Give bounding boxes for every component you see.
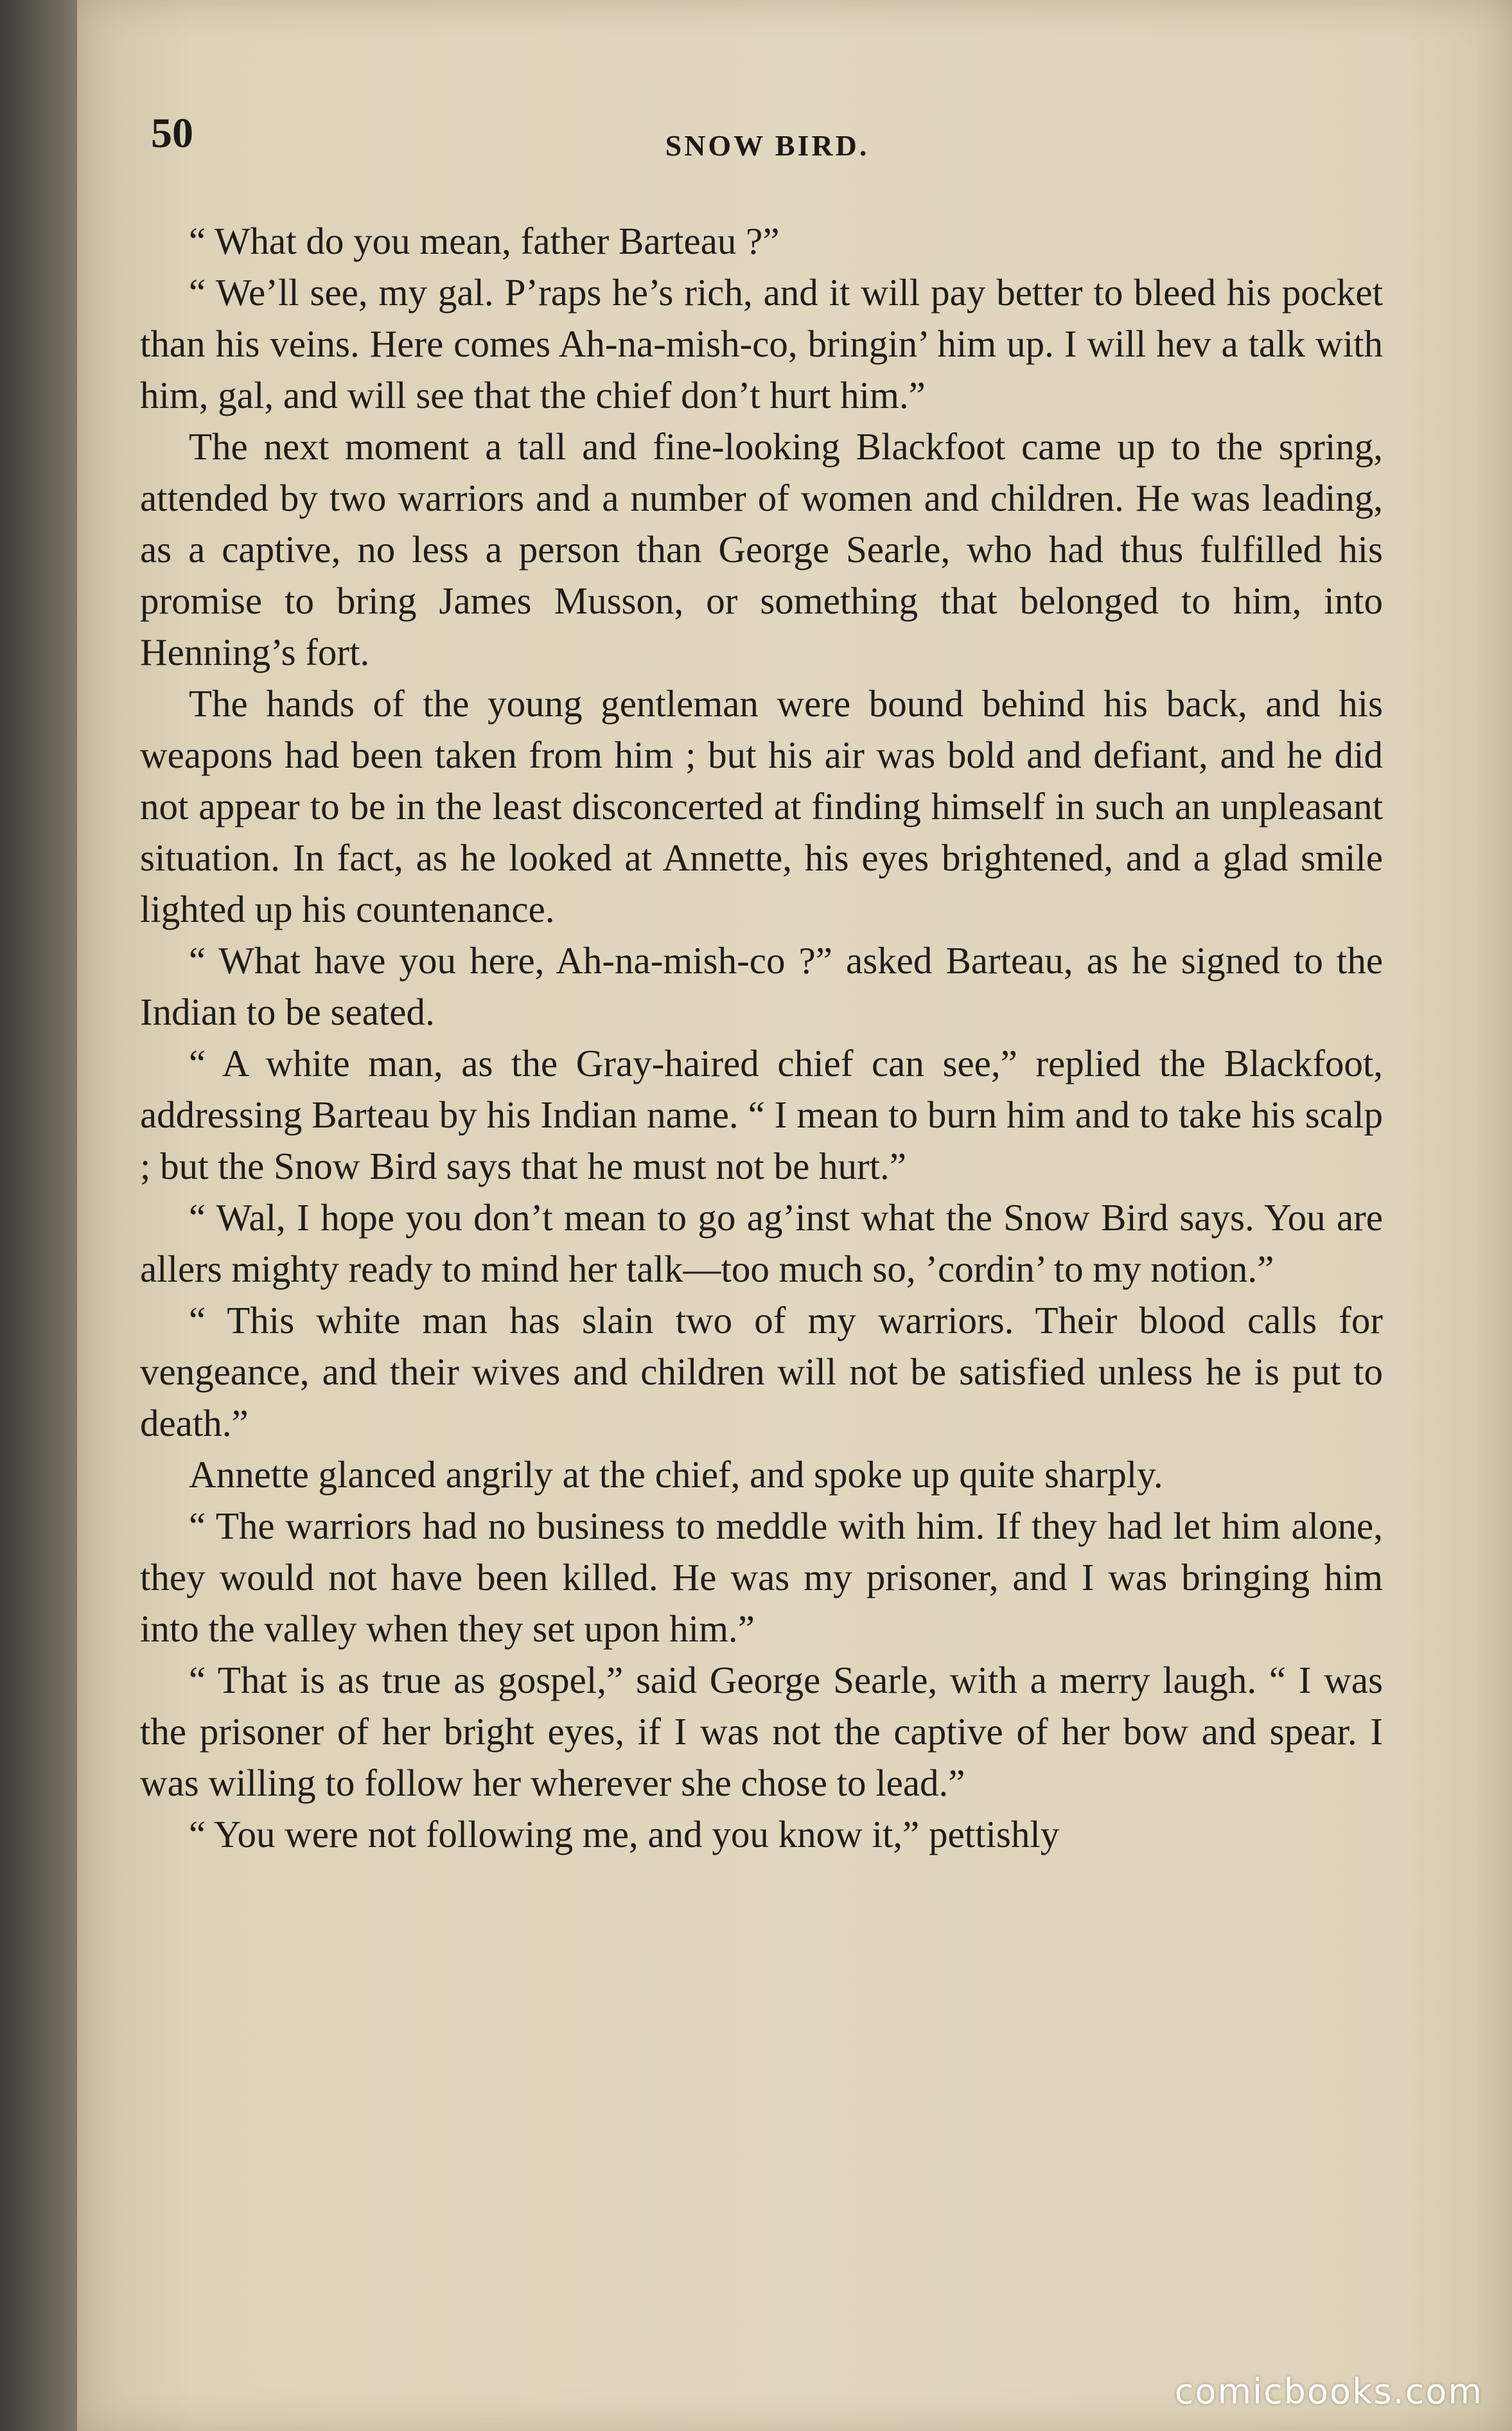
paragraph: The hands of the young gentleman were bound behind his back, and his weapons had been taken from him ; but his air was bold and defiant, and he did not appear to be in the least disconcerted at finding himself in such an unpleasant situation. In fact, as he looked at Annette, his eyes brightened, and a glad smile lighted up his countenance. xyxy=(140,682,1383,930)
body-text xyxy=(140,215,1383,1860)
paragraph: The next moment a tall and fine-looking Blackfoot came up to the spring, attended by two warriors and a number of women and children. He was leading, as a captive, no less a person than George Searle, who had thus fulfilled his promise to bring James Musson, or something that belonged to him, into Henning’s fort. xyxy=(140,425,1383,673)
paragraph: “ We’ll see, my gal. P’raps he’s rich, and it will pay better to bleed his pocket than his veins. Here comes Ah-na-mish-co, bringin’ him up. I will hev a talk with him, gal, and will see that the chief don’t hurt him.” xyxy=(140,271,1383,416)
paragraph: “ This white man has slain two of my warriors. Their blood calls for vengeance, and their wives and children will not be satisfied unless he is put to death.” xyxy=(140,1299,1383,1444)
paragraph: “ You were not following me, and you know it,” pettishly xyxy=(189,1813,1060,1855)
paragraph: “ That is as true as gospel,” said George Searle, with a merry laugh. “ I was the prisoner of her bright eyes, if I was not the captive of her bow and spear. I was willing to follow her wherever she chose to lead.” xyxy=(140,1659,1383,1804)
paragraph: “ What have you here, Ah-na-mish-co ?” asked Barteau, as he signed to the Indian to be seated. xyxy=(140,939,1383,1033)
page-number: 50 xyxy=(151,110,193,157)
paragraph: “ Wal, I hope you don’t mean to go ag’inst what the Snow Bird says. You are allers mighty ready to mind her talk—too much so, ’cordin’ to my notion.” xyxy=(140,1196,1383,1290)
page-header xyxy=(151,109,1384,167)
paragraph: “ A white man, as the Gray-haired chief can see,” replied the Blackfoot, addressing Barteau by his Indian name. “ I mean to burn him and to take his scalp ; but the Snow Bird says that he must not be hurt.” xyxy=(140,1042,1383,1187)
book-spine-shadow xyxy=(0,0,90,2431)
paragraph: Annette glanced angrily at the chief, and spoke up quite sharply. xyxy=(189,1453,1163,1496)
paragraph: “ What do you mean, father Barteau ?” xyxy=(189,220,780,262)
paragraph: “ The warriors had no business to meddle with him. If they had let him alone, they would not have been killed. He was my prisoner, and I was bringing him into the valley when they set upon him.” xyxy=(140,1505,1383,1650)
running-title: SNOW BIRD. xyxy=(665,129,870,162)
watermark: comicbooks.com xyxy=(1174,2371,1483,2412)
